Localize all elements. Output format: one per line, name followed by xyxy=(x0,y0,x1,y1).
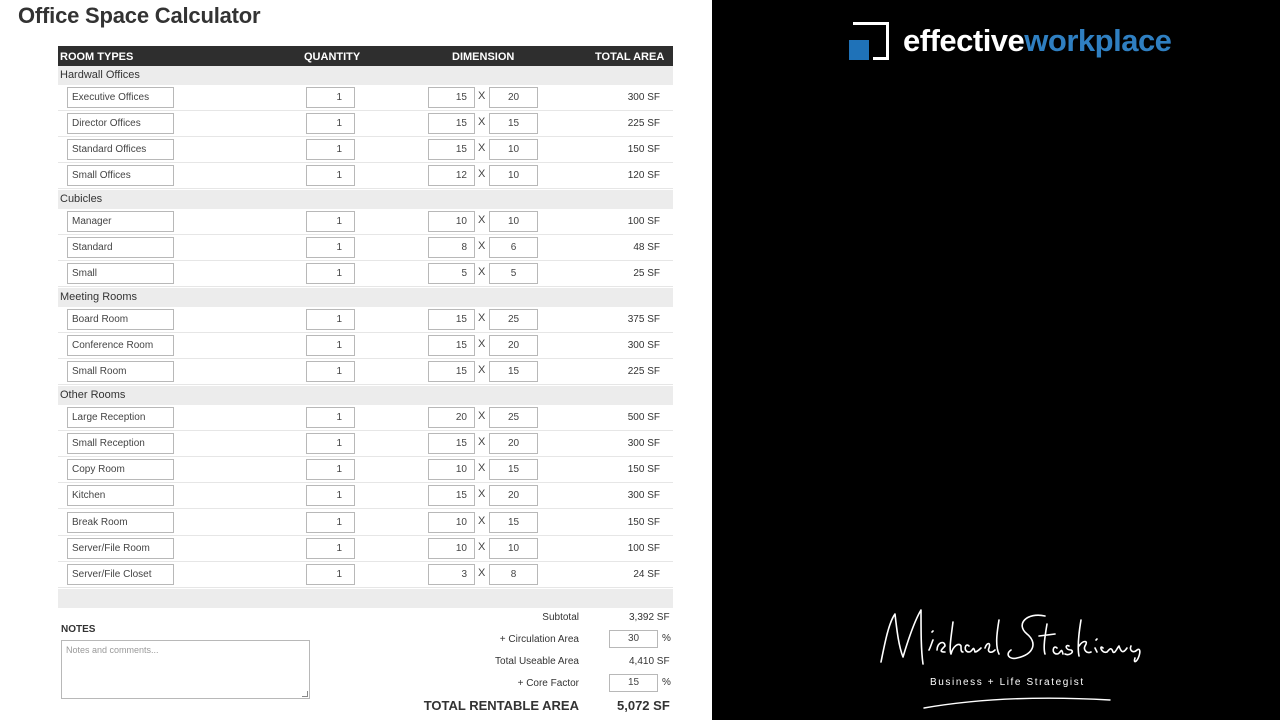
table-row xyxy=(58,510,673,536)
length-input[interactable]: 20 xyxy=(489,433,538,454)
total-area-value: 300 SF xyxy=(627,340,660,352)
room-name-input[interactable]: Copy Room xyxy=(67,459,174,480)
dimension-separator: X xyxy=(478,214,486,226)
notes-textarea[interactable] xyxy=(61,640,310,699)
table-row xyxy=(58,483,673,509)
width-input[interactable]: 15 xyxy=(428,361,475,382)
width-input[interactable]: 15 xyxy=(428,335,475,356)
useable-value: 4,410 SF xyxy=(629,656,670,667)
length-input[interactable]: 25 xyxy=(489,309,538,330)
rentable-label: TOTAL RENTABLE AREA xyxy=(423,698,579,713)
quantity-input[interactable]: 1 xyxy=(306,165,355,186)
total-area-value: 24 SF xyxy=(633,568,660,580)
total-area-value: 150 SF xyxy=(627,516,660,528)
quantity-input[interactable]: 1 xyxy=(306,512,355,533)
swoosh-icon xyxy=(922,692,1112,712)
length-input[interactable]: 10 xyxy=(489,538,538,559)
logo-text-part1: effective xyxy=(903,23,1025,58)
length-input[interactable]: 6 xyxy=(489,237,538,258)
room-name-input[interactable]: Small Room xyxy=(67,361,174,382)
col-quantity: QUANTITY xyxy=(304,51,361,63)
width-input[interactable]: 15 xyxy=(428,87,475,108)
width-input[interactable]: 5 xyxy=(428,263,475,284)
total-area-value: 100 SF xyxy=(627,542,660,554)
dimension-separator: X xyxy=(478,240,486,253)
subtotal-value: 3,392 SF xyxy=(629,612,670,623)
room-name-input[interactable]: Small xyxy=(67,263,174,284)
room-name-input[interactable]: Break Room xyxy=(67,512,174,533)
room-name-input[interactable]: Conference Room xyxy=(67,335,174,356)
section-header: Cubicles xyxy=(58,190,673,209)
total-area-value: 300 SF xyxy=(627,438,660,450)
notes-label: NOTES xyxy=(61,624,96,635)
quantity-input[interactable]: 1 xyxy=(306,335,355,356)
logo-text-part2: workplace xyxy=(1024,23,1172,58)
length-input[interactable]: 15 xyxy=(489,459,538,480)
core-factor-unit: % xyxy=(662,677,671,688)
width-input[interactable]: 8 xyxy=(428,237,475,258)
table-row xyxy=(58,307,673,333)
quantity-input[interactable]: 1 xyxy=(306,263,355,284)
quantity-input[interactable]: 1 xyxy=(306,87,355,108)
dimension-separator: X xyxy=(478,312,486,324)
col-total-area: TOTAL AREA xyxy=(595,51,665,63)
room-name-input[interactable]: Server/File Closet xyxy=(67,564,174,585)
quantity-input[interactable]: 1 xyxy=(306,237,355,258)
room-name-input[interactable]: Large Reception xyxy=(67,407,174,428)
total-area-value: 150 SF xyxy=(627,464,660,476)
dimension-separator: X xyxy=(478,90,486,102)
length-input[interactable]: 10 xyxy=(489,211,538,232)
total-area-value: 225 SF xyxy=(627,118,660,130)
dimension-separator: X xyxy=(478,168,486,181)
length-input[interactable]: 20 xyxy=(489,485,538,506)
table-row xyxy=(58,261,673,287)
quantity-input[interactable]: 1 xyxy=(306,309,355,330)
col-room-types: ROOM TYPES xyxy=(60,51,134,63)
table-row xyxy=(58,457,673,483)
page-title: Office Space Calculator xyxy=(18,3,261,28)
signature-tagline: Business + Life Strategist xyxy=(930,677,1085,688)
section-header: Other Rooms xyxy=(58,386,673,405)
resize-handle-icon[interactable] xyxy=(302,691,308,697)
useable-label: Total Useable Area xyxy=(495,656,579,667)
room-name-input[interactable]: Kitchen xyxy=(67,485,174,506)
quantity-input[interactable]: 1 xyxy=(306,485,355,506)
dimension-separator: X xyxy=(478,266,486,279)
room-name-input[interactable]: Board Room xyxy=(67,309,174,330)
branding-panel xyxy=(712,0,1280,720)
width-input[interactable]: 15 xyxy=(428,309,475,330)
quantity-input[interactable]: 1 xyxy=(306,564,355,585)
table-row xyxy=(58,235,673,261)
length-input[interactable]: 10 xyxy=(489,139,538,160)
total-area-value: 300 SF xyxy=(627,490,660,502)
total-area-value: 48 SF xyxy=(633,242,660,254)
logo-text xyxy=(903,23,1171,59)
width-input[interactable]: 15 xyxy=(428,139,475,160)
table-row xyxy=(58,111,673,137)
quantity-input[interactable]: 1 xyxy=(306,407,355,428)
length-input[interactable]: 20 xyxy=(489,87,538,108)
subtotal-label: Subtotal xyxy=(542,612,579,623)
room-name-input[interactable]: Manager xyxy=(67,211,174,232)
table-row xyxy=(58,431,673,457)
room-name-input[interactable]: Small Offices xyxy=(67,165,174,186)
room-name-input[interactable]: Standard Offices xyxy=(67,139,174,160)
signature-image xyxy=(877,602,1147,672)
table-row xyxy=(58,333,673,359)
total-area-value: 500 SF xyxy=(627,412,660,423)
room-name-input[interactable]: Standard xyxy=(67,237,174,258)
room-name-input[interactable]: Director Offices xyxy=(67,113,174,134)
width-input[interactable]: 20 xyxy=(428,407,475,428)
dimension-separator: X xyxy=(478,540,486,553)
quantity-input[interactable]: 1 xyxy=(306,538,355,559)
total-area-value: 25 SF xyxy=(633,268,660,280)
table-row xyxy=(58,209,673,235)
section-header: Hardwall Offices xyxy=(58,66,673,85)
core-factor-input[interactable]: 15 xyxy=(609,674,658,692)
width-input[interactable]: 12 xyxy=(428,165,475,186)
length-input[interactable]: 15 xyxy=(489,361,538,382)
dimension-separator: X xyxy=(478,116,486,129)
section-header: Meeting Rooms xyxy=(58,288,673,307)
width-input[interactable]: 10 xyxy=(428,512,475,533)
dimension-separator: X xyxy=(478,566,486,579)
table-row xyxy=(58,163,673,189)
dimension-separator: X xyxy=(478,488,486,501)
table-row xyxy=(58,137,673,163)
length-input[interactable]: 8 xyxy=(489,564,538,585)
table-footer-bar xyxy=(58,589,673,608)
width-input[interactable]: 15 xyxy=(428,433,475,454)
total-area-value: 120 SF xyxy=(627,170,660,182)
quantity-input[interactable]: 1 xyxy=(306,459,355,480)
total-area-value: 100 SF xyxy=(627,216,660,227)
length-input[interactable]: 10 xyxy=(489,165,538,186)
room-name-input[interactable]: Executive Offices xyxy=(67,87,174,108)
table-header xyxy=(58,46,673,67)
circulation-input[interactable]: 30 xyxy=(609,630,658,648)
circulation-label: + Circulation Area xyxy=(499,634,579,645)
quantity-input[interactable]: 1 xyxy=(306,211,355,232)
length-input[interactable]: 25 xyxy=(489,407,538,428)
dimension-separator: X xyxy=(478,142,486,155)
dimension-separator: X xyxy=(478,410,486,422)
length-input[interactable]: 15 xyxy=(489,113,538,134)
quantity-input[interactable]: 1 xyxy=(306,433,355,454)
quantity-input[interactable]: 1 xyxy=(306,113,355,134)
total-area-value: 225 SF xyxy=(627,366,660,378)
length-input[interactable]: 20 xyxy=(489,335,538,356)
circulation-unit: % xyxy=(662,633,671,644)
length-input[interactable]: 15 xyxy=(489,512,538,533)
table-row xyxy=(58,562,673,588)
width-input[interactable]: 10 xyxy=(428,211,475,232)
total-area-value: 375 SF xyxy=(627,314,660,325)
quantity-input[interactable]: 1 xyxy=(306,139,355,160)
table-row xyxy=(58,405,673,431)
table-row xyxy=(58,536,673,562)
width-input[interactable]: 10 xyxy=(428,459,475,480)
table-row xyxy=(58,359,673,385)
total-area-value: 150 SF xyxy=(627,144,660,156)
width-input[interactable]: 15 xyxy=(428,485,475,506)
dimension-separator: X xyxy=(478,364,486,377)
rentable-value: 5,072 SF xyxy=(617,698,670,713)
notes-placeholder: Notes and comments... xyxy=(66,645,159,655)
dimension-separator: X xyxy=(478,338,486,351)
total-area-value: 300 SF xyxy=(627,92,660,103)
width-input[interactable]: 15 xyxy=(428,113,475,134)
dimension-separator: X xyxy=(478,514,486,527)
room-name-input[interactable]: Server/File Room xyxy=(67,538,174,559)
length-input[interactable]: 5 xyxy=(489,263,538,284)
col-dimension: DIMENSION xyxy=(452,51,515,63)
dimension-separator: X xyxy=(478,462,486,475)
quantity-input[interactable]: 1 xyxy=(306,361,355,382)
room-name-input[interactable]: Small Reception xyxy=(67,433,174,454)
logo-mark-icon xyxy=(849,22,889,62)
width-input[interactable]: 10 xyxy=(428,538,475,559)
width-input[interactable]: 3 xyxy=(428,564,475,585)
core-factor-label: + Core Factor xyxy=(517,678,579,689)
table-row xyxy=(58,85,673,111)
dimension-separator: X xyxy=(478,436,486,449)
